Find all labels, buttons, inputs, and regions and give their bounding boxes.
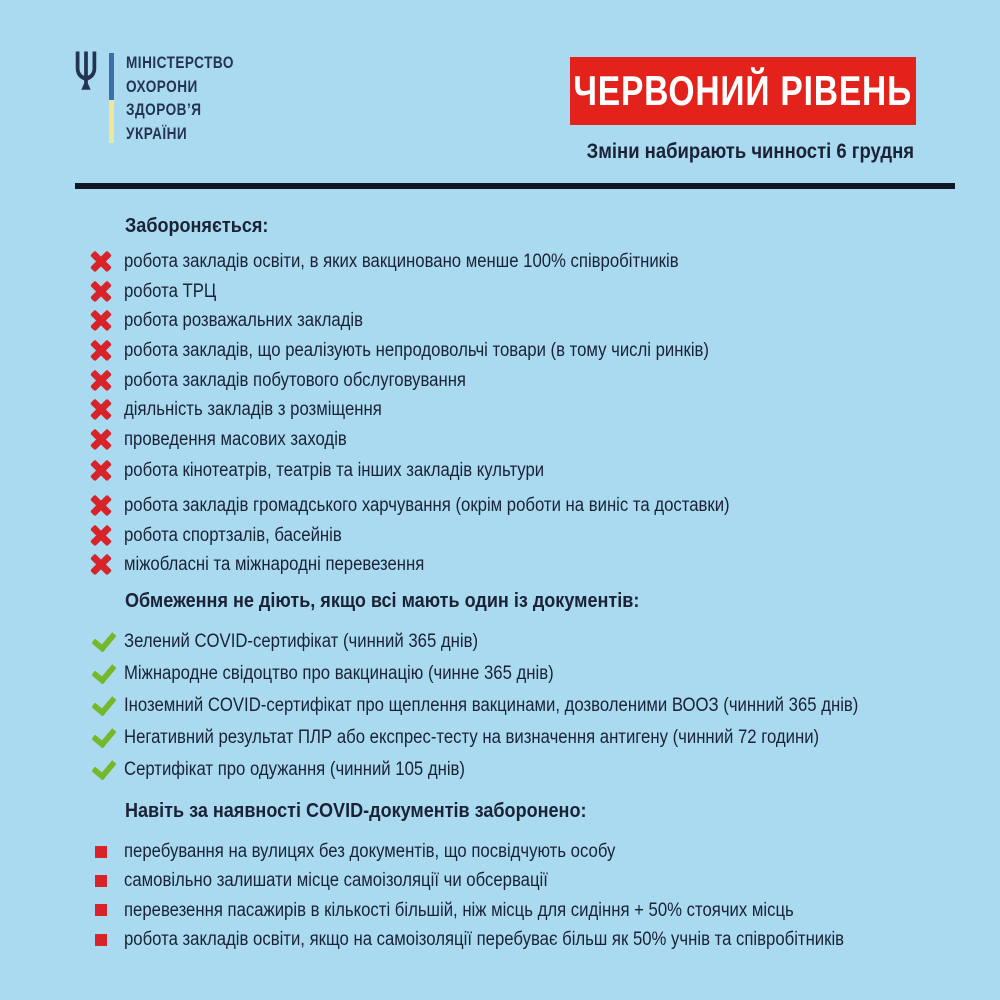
x-mark-icon: [90, 495, 112, 517]
list-item-text: робота закладів побутового обслуговування: [124, 369, 466, 391]
bullet-cell: [90, 524, 124, 546]
x-mark-icon: [90, 428, 112, 450]
list-item-text: міжобласні та міжнародні перевезення: [124, 554, 425, 576]
list-item-text: робота закладів освіти, в яких вакциновано менше 100% співробітників: [124, 251, 679, 273]
list-item-text: робота закладів освіти, якщо на самоізоляції перебуває більш як 50% учнів та співробітників: [124, 929, 845, 951]
logo-divider-bar: [109, 53, 114, 143]
square-bullet-icon: [95, 875, 107, 887]
list-item-text: діяльність закладів з розміщення: [124, 399, 382, 421]
section-always-prohibited: [90, 799, 980, 954]
list-item-text: проведення масових заходів: [124, 428, 347, 450]
bullet-cell: [90, 758, 124, 780]
bullet-cell: [90, 554, 124, 576]
list-item: [90, 306, 980, 336]
ukraine-trident-icon: [72, 50, 100, 99]
bullet-cell: [90, 428, 124, 450]
list-item: [90, 491, 980, 521]
bullet-cell: [90, 662, 124, 684]
list-item-text: перебування на вулицях без документів, що посвідчують особу: [124, 841, 616, 863]
check-mark-icon: [90, 726, 117, 748]
bullet-cell: [90, 340, 124, 362]
square-bullet-icon: [95, 934, 107, 946]
list-item: [90, 657, 980, 689]
square-bullet-icon: [95, 846, 107, 858]
list-item: [90, 866, 980, 895]
list-item: [90, 753, 980, 785]
list-item: [90, 837, 980, 866]
bullet-cell: [90, 694, 124, 716]
effective-date-note: Зміни набирають чинності 6 грудня: [586, 140, 914, 163]
list-item: [90, 550, 980, 580]
list-item-text: робота кінотеатрів, театрів та інших закладів культури: [124, 460, 545, 482]
ministry-name-line: УКРАЇНИ: [126, 123, 188, 143]
check-mark-icon: [90, 694, 117, 716]
list-item: [90, 689, 980, 721]
section-heading: Забороняється:: [125, 214, 269, 237]
section-exemptions: [90, 589, 980, 785]
list-item: [90, 520, 980, 550]
list-item-text: Зелений COVID-сертифікат (чинний 365 днів): [124, 630, 479, 652]
list-item-text: робота закладів, що реалізують непродовольчі товари (в тому числі ринків): [124, 340, 709, 362]
list-item-text: робота розважальних закладів: [124, 310, 364, 332]
red-level-banner: [570, 57, 916, 125]
x-mark-icon: [90, 369, 112, 391]
x-mark-icon: [90, 399, 112, 421]
bullet-cell: [90, 460, 124, 482]
bullet-cell: [90, 875, 124, 887]
always-prohibited-list: [90, 837, 980, 954]
divider-line: [75, 183, 955, 189]
list-item-text: Міжнародне свідоцтво про вакцинацію (чинне 365 днів): [124, 662, 554, 684]
ministry-name-line: ЗДОРОВ’Я: [126, 100, 202, 119]
check-mark-icon: [90, 662, 117, 684]
check-mark-icon: [90, 758, 117, 780]
x-mark-icon: [90, 460, 112, 482]
list-item-text: Негативний результат ПЛР або експрес-тесту на визначення антигену (чинний 72 години): [124, 726, 820, 748]
bullet-cell: [90, 369, 124, 391]
ministry-name-line: МІНІСТЕРСТВО: [126, 53, 234, 72]
list-item-text: робота спортзалів, басейнів: [124, 524, 342, 546]
banner-title: ЧЕРВОНИЙ РІВЕНЬ: [573, 67, 913, 114]
list-item-text: Іноземний COVID-сертифікат про щеплення вакцинами, дозволеними ВООЗ (чинний 365 днів): [124, 694, 859, 716]
bullet-cell: [90, 934, 124, 946]
bullet-cell: [90, 251, 124, 273]
exemptions-list: [90, 625, 980, 785]
ministry-name: [126, 51, 234, 145]
square-bullet-icon: [95, 904, 107, 916]
bullet-cell: [90, 495, 124, 517]
check-mark-icon: [90, 630, 117, 652]
list-item: [90, 721, 980, 753]
bullet-cell: [90, 726, 124, 748]
list-item: [90, 456, 980, 486]
list-item: [90, 336, 980, 366]
section-heading: Навіть за наявності COVID-документів заборонено:: [125, 799, 587, 822]
list-item-text: перевезення пасажирів в кількості більшій, ніж місць для сидіння + 50% стоячих місць: [124, 899, 794, 921]
x-mark-icon: [90, 340, 112, 362]
list-item: [90, 365, 980, 395]
list-item: [90, 247, 980, 277]
ministry-logo: [72, 50, 261, 145]
bullet-cell: [90, 846, 124, 858]
prohibited-list: [90, 247, 980, 580]
bullet-cell: [90, 904, 124, 916]
section-heading: Обмеження не діють, якщо всі мають один із документів:: [125, 589, 640, 612]
bullet-cell: [90, 630, 124, 652]
list-item-text: самовільно залишати місце самоізоляції чи обсервації: [124, 870, 548, 892]
section-prohibited: [90, 214, 980, 580]
x-mark-icon: [90, 251, 112, 273]
list-item-text: робота ТРЦ: [124, 280, 217, 302]
bullet-cell: [90, 399, 124, 421]
x-mark-icon: [90, 524, 112, 546]
x-mark-icon: [90, 310, 112, 332]
x-mark-icon: [90, 554, 112, 576]
list-item: [90, 277, 980, 307]
list-item: [90, 625, 980, 657]
list-item: [90, 925, 980, 954]
bullet-cell: [90, 310, 124, 332]
list-item: [90, 395, 980, 425]
list-item: [90, 425, 980, 455]
ministry-name-line: ОХОРОНИ: [126, 76, 198, 96]
x-mark-icon: [90, 280, 112, 302]
list-item-text: робота закладів громадського харчування (окрім роботи на виніс та доставки): [124, 495, 730, 517]
bullet-cell: [90, 280, 124, 302]
list-item-text: Сертифікат про одужання (чинний 105 днів): [124, 758, 465, 780]
list-item: [90, 896, 980, 925]
